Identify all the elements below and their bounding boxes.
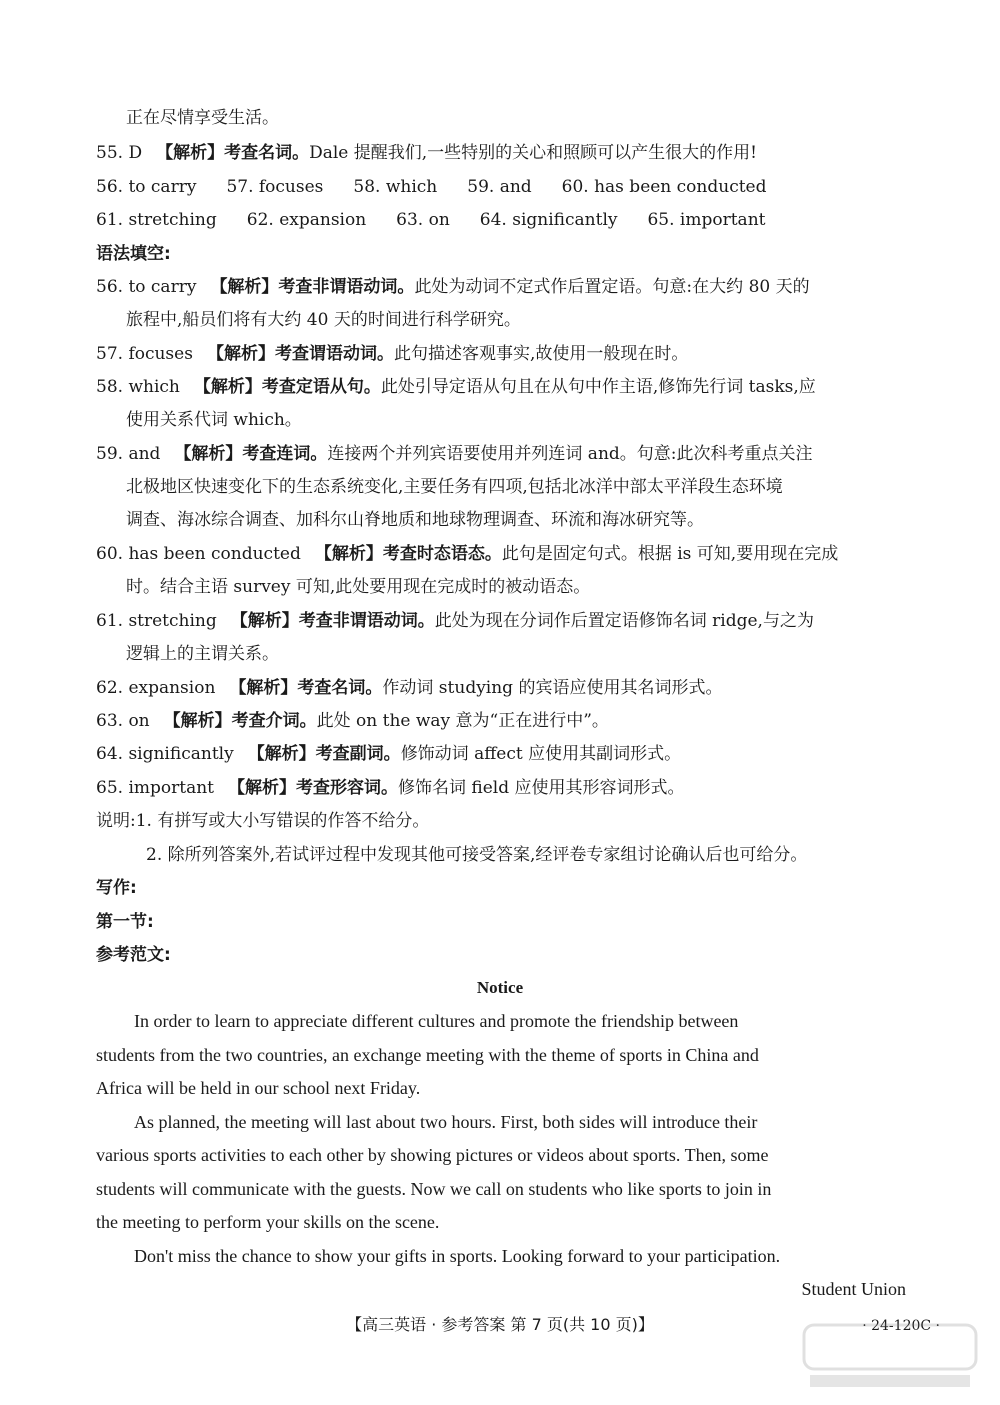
explanation-60-cont: 时。结合主语 survey 可知,此处要用现在完成时的被动语态。 bbox=[126, 577, 591, 597]
essay-line: the meeting to perform your skills on the scene. bbox=[96, 1212, 440, 1232]
explanation-65: 65. important 【解析】考查形容词。修饰名词 field 应使用其形容词形式。 bbox=[96, 778, 685, 798]
answer-item: 64. significantly bbox=[479, 210, 618, 230]
explanation-56-cont: 旅程中,船员们将有大约 40 天的时间进行科学研究。 bbox=[126, 310, 521, 330]
note-2: 2. 除所列答案外,若试评过程中发现其他可接受答案,经评卷专家组讨论确认后也可给分。 bbox=[146, 845, 808, 865]
writing-heading: 写作: bbox=[96, 878, 137, 898]
essay-paragraph-3: Don't miss the chance to show your gifts in sports. Looking forward to your participation. bbox=[134, 1246, 781, 1266]
document-code: · 24-120C · bbox=[862, 1318, 940, 1334]
answer-item: 63. on bbox=[396, 210, 450, 230]
answer-item: 58. which bbox=[353, 177, 438, 197]
answer-item: 60. has been conducted bbox=[561, 177, 767, 197]
answer-55-text: Dale 提醒我们,一些特别的关心和照顾可以产生很大的作用! bbox=[309, 143, 757, 163]
essay-signature: Student Union bbox=[801, 1279, 906, 1299]
explanation-58-cont: 使用关系代词 which。 bbox=[126, 410, 302, 430]
explanation-62: 62. expansion 【解析】考查名词。作动词 studying 的宾语应使用其名词形式。 bbox=[96, 678, 723, 698]
essay-line: various sports activities to each other by showing pictures or videos about sports. Then, some bbox=[96, 1145, 769, 1165]
answer-55 bbox=[96, 141, 757, 165]
note-1: 说明:1. 有拼写或大小写错误的作答不给分。 bbox=[96, 811, 430, 831]
explanation-56: 56. to carry 【解析】考查非谓语动词。此处为动词不定式作后置定语。句意:在大约 80 天的 bbox=[96, 277, 810, 297]
explanation-63: 63. on 【解析】考查介词。此处 on the way 意为“正在进行中”。 bbox=[96, 711, 609, 731]
explanation-57: 57. focuses 【解析】考查谓语动词。此句描述客观事实,故使用一般现在时。 bbox=[96, 344, 689, 364]
essay-line: students from the two countries, an exchange meeting with the theme of sports in China and bbox=[96, 1045, 759, 1065]
sample-essay-heading: 参考范文: bbox=[96, 945, 171, 965]
answer-item: 57. focuses bbox=[226, 177, 324, 197]
explanation-59-cont: 调查、海冰综合调查、加科尔山脊地质和地球物理调查、环流和海冰研究等。 bbox=[126, 510, 704, 530]
answer-item: 61. stretching bbox=[96, 210, 217, 230]
answer-item: 65. important bbox=[647, 210, 766, 230]
explanation-59: 59. and 【解析】考查连词。连接两个并列宾语要使用并列连词 and。句意:此次科考重点关注 bbox=[96, 444, 813, 464]
grammar-section-title: 语法填空: bbox=[96, 244, 171, 264]
essay-paragraph-2: As planned, the meeting will last about two hours. First, both sides will introduce their bbox=[134, 1112, 758, 1132]
answer-item: 62. expansion bbox=[246, 210, 367, 230]
answer-55-tag: 【解析】考查名词。 bbox=[156, 143, 310, 163]
answer-item: 56. to carry bbox=[96, 177, 197, 197]
continued-text: 正在尽情享受生活。 bbox=[126, 108, 279, 128]
page-footer: 【高三英语 · 参考答案 第 7 页(共 10 页)】 bbox=[346, 1315, 654, 1334]
section-one-heading: 第一节: bbox=[96, 912, 154, 932]
explanation-59-cont: 北极地区快速变化下的生态系统变化,主要任务有四项,包括北冰洋中部太平洋段生态环境 bbox=[126, 477, 783, 497]
explanation-61: 61. stretching 【解析】考查非谓语动词。此处为现在分词作后置定语修饰名词 ridge,与之为 bbox=[96, 611, 814, 631]
explanation-58: 58. which 【解析】考查定语从句。此处引导定语从句且在从句中作主语,修饰先行词 tasks,应 bbox=[96, 377, 816, 397]
answer-row-61-65 bbox=[96, 208, 765, 232]
essay-paragraph-1: In order to learn to appreciate different cultures and promote the friendship between bbox=[134, 1011, 739, 1031]
answer-55-number: 55. D bbox=[96, 143, 143, 163]
essay-title: Notice bbox=[476, 978, 524, 997]
explanation-61-cont: 逻辑上的主谓关系。 bbox=[126, 644, 279, 664]
answer-item: 59. and bbox=[467, 177, 532, 197]
essay-line: students will communicate with the guests. Now we call on students who like sports to join in bbox=[96, 1179, 772, 1199]
explanation-60: 60. has been conducted 【解析】考查时态语态。此句是固定句式。根据 is 可知,要用现在完成 bbox=[96, 544, 839, 564]
explanation-64: 64. significantly 【解析】考查副词。修饰动词 affect 应使用其副词形式。 bbox=[96, 744, 682, 764]
essay-line: Africa will be held in our school next Friday. bbox=[96, 1078, 421, 1098]
answer-row-56-60 bbox=[96, 175, 767, 199]
watermark-logo bbox=[800, 1319, 980, 1391]
